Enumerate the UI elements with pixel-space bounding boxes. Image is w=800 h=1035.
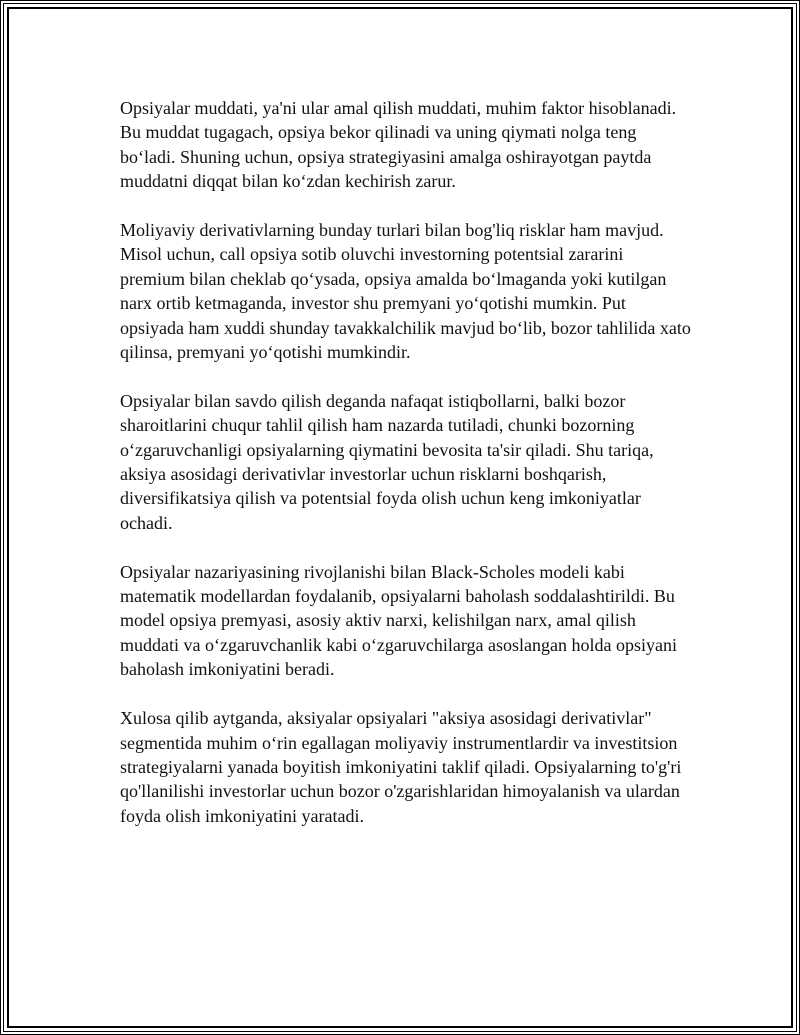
paragraph-black-scholes: Opsiyalar nazariyasining rivojlanishi bilan Black-Scholes modeli kabi matematik modellardan foydalanib, opsiyalarni baholash soddalashtirildi. Bu model opsiya premyasi, asosiy aktiv narxi, kelishilgan narx, amal qilish muddati va o‘zgaruvchanlik kabi o‘zgaruvchilarga asoslangan holda opsiyani baholash imkoniyatini beradi. xyxy=(120,561,677,680)
paragraph-option-expiry: Opsiyalar muddati, ya'ni ular amal qilish muddati, muhim faktor hisoblanadi. Bu muddat tugagach, opsiya bekor qilinadi va uning qiymati nolga teng bo‘ladi. Shuning uchun, opsiya strategiyasini amalga oshirayotgan paytda muddatni diqqat bilan ko‘zdan kechirish zarur. xyxy=(120,98,677,192)
paragraph-conclusion: Xulosa qilib aytganda, aksiyalar opsiyalari "aksiya asosidagi derivativlar" segmentida muhim o‘rin egallagan moliyaviy instrumentlardir va investitsion strategiyalarni yanada boyitish imkoniyatini taklif qiladi. Opsiyalarning to'g'ri qo'llanilishi investorlar uchun bozor o'zgarishlaridan himoyalanish va ulardan foyda olish imkoniyatini yaratadi. xyxy=(120,708,682,826)
paragraph-derivative-risks: Moliyaviy derivativlarning bunday turlari bilan bog'liq risklar ham mavjud. Misol uchun, call opsiya sotib oluvchi investorning potentsial zararini premium bilan cheklab qo‘ysada, opsiya amalda bo‘lmaganda yoki kutilgan narx ortib ketmaganda, investor shu premyani yo‘qotishi mumkin. Put opsiyada ham xuddi shunday tavakkalchilik mavjud bo‘lib, bozor tahlilida xato qilinsa, premyani yo‘qotishi mumkindir. xyxy=(120,220,691,363)
paragraph-market-analysis: Opsiyalar bilan savdo qilish deganda nafaqat istiqbollarni, balki bozor sharoitlarini chuqur tahlil qilish ham nazarda tutiladi, chunki bozorning o‘zgaruvchanligi opsiyalarning qiymatini bevosita ta'sir qiladi. Shu tariqa, aksiya asosidagi derivativlar investorlar uchun risklarni boshqarish, diversifikatsiya qilish va potentsial foyda olish uchun keng imkoniyatlar ochadi. xyxy=(120,390,654,533)
document-body xyxy=(120,96,692,828)
